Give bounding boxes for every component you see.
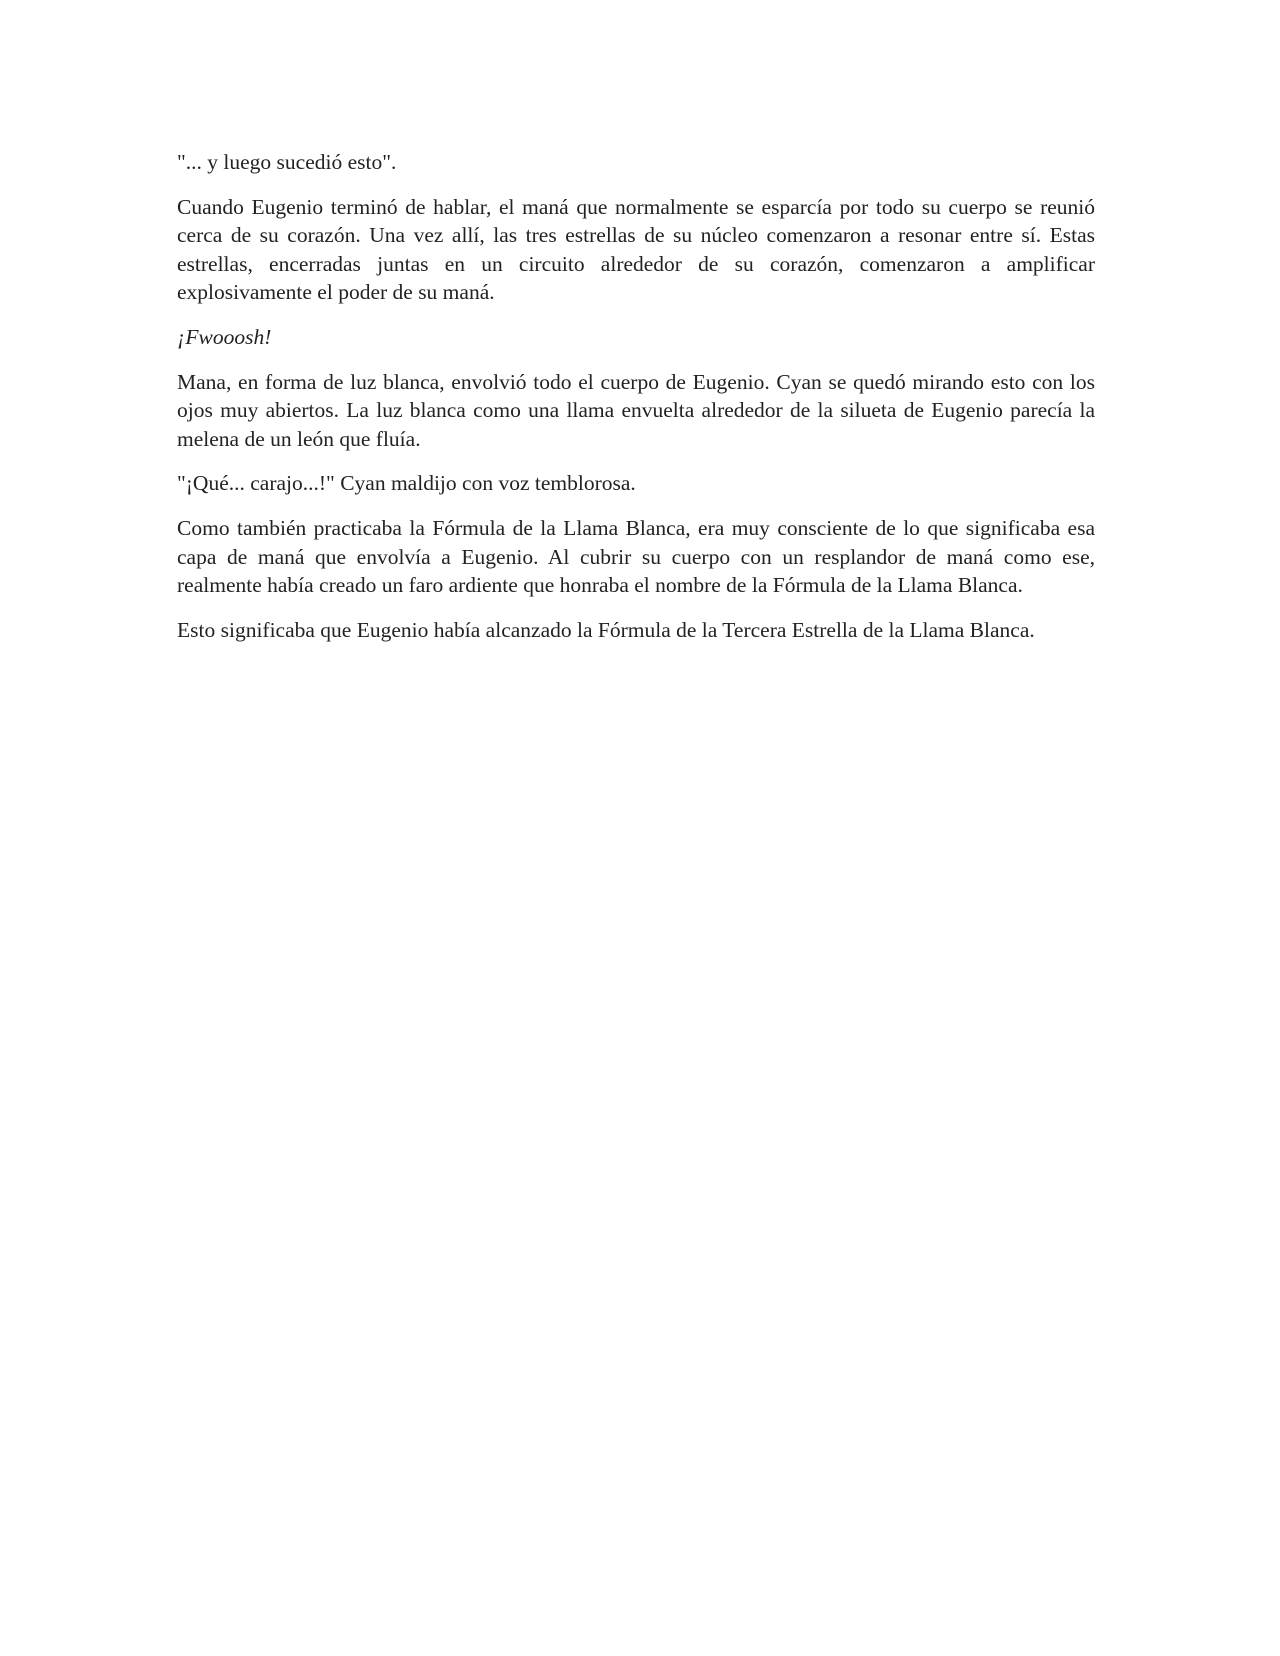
paragraph-opening-quote: "... y luego sucedió esto". bbox=[177, 150, 397, 174]
paragraph-mana-gathering: Cuando Eugenio terminó de hablar, el maná que normalmente se esparcía por todo su cuerpo se reunió cerca de su corazón. Una vez allí, las tres estrellas de su núcleo comenzaron a resonar entre sí. Estas estrellas, encerradas juntas en un circuito alrededor de su corazón, comenzaron a amplificar explosivamente el poder de su maná. bbox=[177, 194, 1095, 305]
paragraph-formula-meaning: Como también practicaba la Fórmula de la Llama Blanca, era muy consciente de lo que significaba esa capa de maná que envolvía a Eugenio. Al cubrir su cuerpo con un resplandor de maná como ese, realmente había creado un faro ardiente que honraba el nombre de la Fórmula de la Llama Blanca. bbox=[177, 515, 1095, 598]
paragraph-sound-effect: ¡Fwooosh! bbox=[177, 324, 272, 349]
document-body bbox=[177, 148, 1095, 660]
paragraph-third-star: Esto significaba que Eugenio había alcanzado la Fórmula de la Tercera Estrella de la Llama Blanca. bbox=[177, 617, 1035, 642]
paragraph-cyan-curse: "¡Qué... carajo...!" Cyan maldijo con voz temblorosa. bbox=[177, 471, 636, 496]
paragraph-white-light: Mana, en forma de luz blanca, envolvió todo el cuerpo de Eugenio. Cyan se quedó mirando esto con los ojos muy abiertos. La luz blanca como una llama envuelta alrededor de la silueta de Eugenio parecía la melena de un león que fluía. bbox=[177, 369, 1095, 451]
